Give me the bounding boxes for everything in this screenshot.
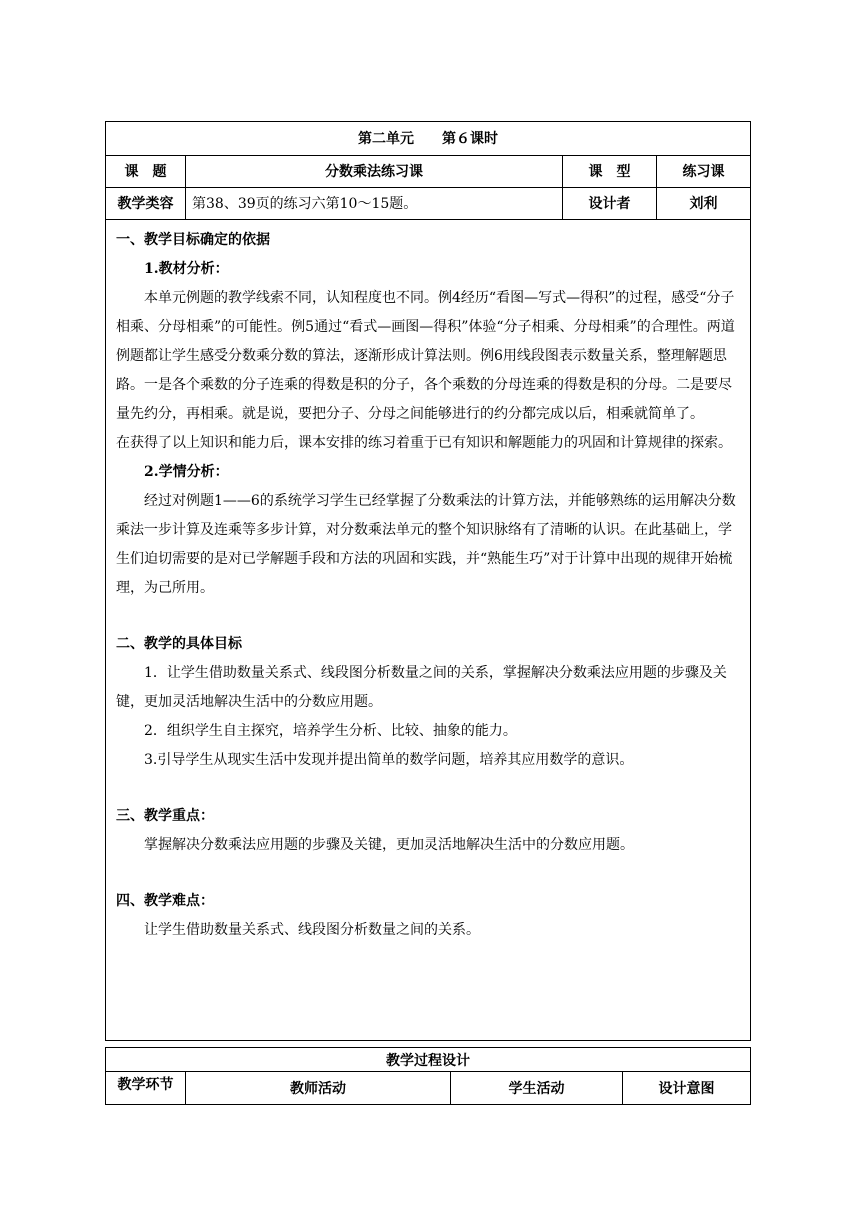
process-title: 教学过程设计 [106,1048,751,1072]
section-3-text: 掌握解决分数乘法应用题的步骤及关键，更加灵活地解决生活中的分数应用题。 [144,837,634,853]
topic-row [106,156,751,188]
content-value: 第38、39页的练习六第10～15题。 [186,188,563,220]
objectives-row [106,220,751,1041]
col-student-activity: 学生活动 [451,1072,623,1105]
lesson-plan-table [105,121,751,1041]
designer-value: 刘利 [657,188,751,220]
section-1-paragraph-2: 在获得了以上知识和能力后，课本安排的练习着重于已有知识和解题能力的巩固和计算规律的探索。 [116,435,732,451]
objectives-cell [106,220,751,1041]
content-label: 教学类容 [106,188,186,220]
topic-label: 课 题 [106,156,186,188]
section-4-title: 四、教学难点： [116,893,214,909]
type-label: 课 型 [563,156,657,188]
unit-lesson-title: 第二单元 第６课时 [106,122,751,156]
process-table [105,1047,751,1105]
topic-value: 分数乘法练习课 [186,156,563,188]
process-header-row [106,1072,751,1105]
col-design-intent: 设计意图 [623,1072,751,1105]
section-4-text: 让学生借助数量关系式、线段图分析数量之间的关系。 [144,922,480,938]
section-1-sub-1: 1.教材分析： [144,261,229,277]
process-title-row [106,1048,751,1072]
col-teacher-activity: 教师活动 [186,1072,451,1105]
section-1-title: 一、教学目标确定的依据 [116,232,270,248]
section-2-item-2: 2．组织学生自主探究，培养学生分析、比较、抽象的能力。 [144,723,517,739]
section-2-item-3: 3.引导学生从现实生活中发现并提出简单的数学问题，培养其应用数学的意识。 [144,752,634,768]
col-stage: 教学环节 [106,1072,186,1105]
section-1-paragraph-1: 本单元例题的教学线索不同，认知程度也不同。例4经历“看图—写式—得积”的过程，感受“分子相乘、分母相乘”的可能性。例5通过“看式—画图—得积”体验“分子相乘、分母相乘”的合理性。两道例题都让学生感受分数乘分数的算法，逐渐形成计算法则。例6用线段图表示数量关系，整理解题思路。一是各个乘数的分子连乘的得数是积的分子，各个乘数的分母连乘的得数是积的分母。二是要尽量先约分，再相乘。就是说，要把分子、分母之间能够进行的约分都完成以后，相乘就简单了。 [116,290,735,422]
type-value: 练习课 [657,156,751,188]
designer-label: 设计者 [563,188,657,220]
header-row [106,122,751,156]
section-2-item-1: 1．让学生借助数量关系式、线段图分析数量之间的关系，掌握解决分数乘法应用题的步骤及关键，更加灵活地解决生活中的分数应用题。 [116,665,727,710]
section-1-sub-2: 2.学情分析： [144,464,229,480]
section-1-paragraph-3: 经过对例题1——6的系统学习学生已经掌握了分数乘法的计算方法，并能够熟练的运用解决分数乘法一步计算及连乘等多步计算，对分数乘法单元的整个知识脉络有了清晰的认识。在此基础上，学生们迫切需要的是对已学解题手段和方法的巩固和实践，并“熟能生巧”对于计算中出现的规律开始梳理，为己所用。 [116,493,736,596]
section-2-title: 二、教学的具体目标 [116,636,242,652]
content-row [106,188,751,220]
section-3-title: 三、教学重点： [116,808,214,824]
